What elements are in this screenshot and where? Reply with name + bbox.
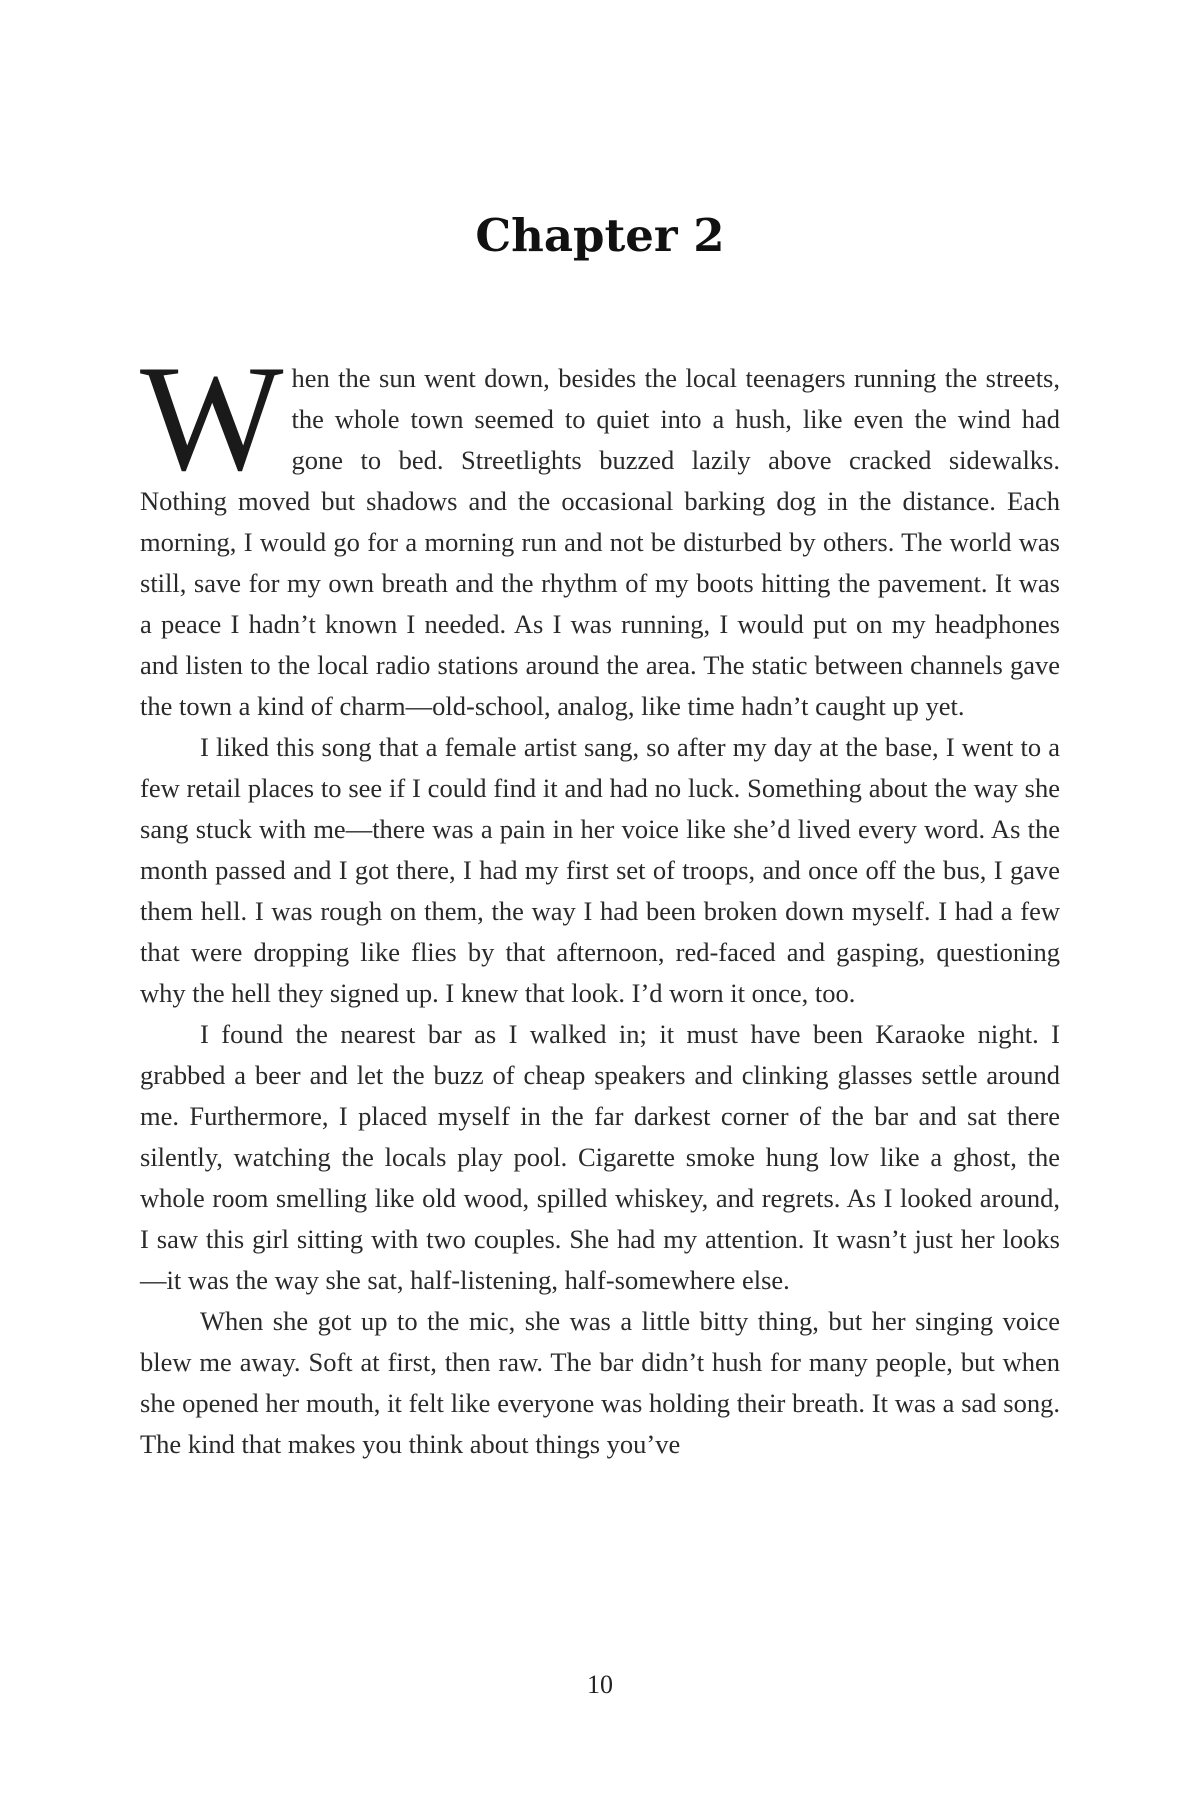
drop-cap: W <box>140 334 284 502</box>
chapter-title: Chapter 2 <box>475 209 725 262</box>
paragraph-2: I liked this song that a female artist sang, so after my day at the base, I went to a few retail places to see if I could find it and had no luck. Something about the way she sang stuck with me—there was a pain in her voice like she’d lived every word. As the month passed and I got there, I had my first set of troops, and once off the bus, I gave them hell. I was rough on them, the way I had been broken down myself. I had a few that were dropping like flies by that afternoon, red-faced and gasping, questioning why the hell they signed up. I knew that look. I’d worn it once, too. <box>140 732 1060 1008</box>
paragraph-4: When she got up to the mic, she was a little bitty thing, but her singing voice blew me away. Soft at first, then raw. The bar didn’t hush for many people, but when she opened her mouth, it felt like everyone was holding their breath. It was a sad song. The kind that makes you think about things you’ve <box>140 1306 1060 1459</box>
paragraph-1 <box>140 334 1060 727</box>
paragraph-1-text: hen the sun went down, besides the local teenagers running the streets, the whole town seemed to quiet into a hush, like even the wind had gone to bed. Streetlights buzzed lazily above cracked sidewalks. Nothing moved but shadows and the occasional barking dog in the distance. Each morning, I would go for a morning run and not be disturbed by others. The world was still, save for my own breath and the rhythm of my boots hitting the pavement. It was a peace I hadn’t known I needed. As I was running, I would put on my headphones and listen to the local radio stations around the area. The static between channels gave the town a kind of charm—old-school, analog, like time hadn’t caught up yet. <box>140 363 1060 721</box>
page-number: 10 <box>587 1670 613 1699</box>
paragraph-3: I found the nearest bar as I walked in; it must have been Karaoke night. I grabbed a beer and let the buzz of cheap speakers and clinking glasses settle around me. Furthermore, I placed myself in the far darkest corner of the bar and sat there silently, watching the locals play pool. Cigarette smoke hung low like a ghost, the whole room smelling like old wood, spilled whiskey, and regrets. As I looked around, I saw this girl sitting with two couples. She had my attention. It wasn’t just her looks—it was the way she sat, half-listening, half-somewhere else. <box>140 1019 1060 1295</box>
chapter-body <box>140 334 1060 1465</box>
